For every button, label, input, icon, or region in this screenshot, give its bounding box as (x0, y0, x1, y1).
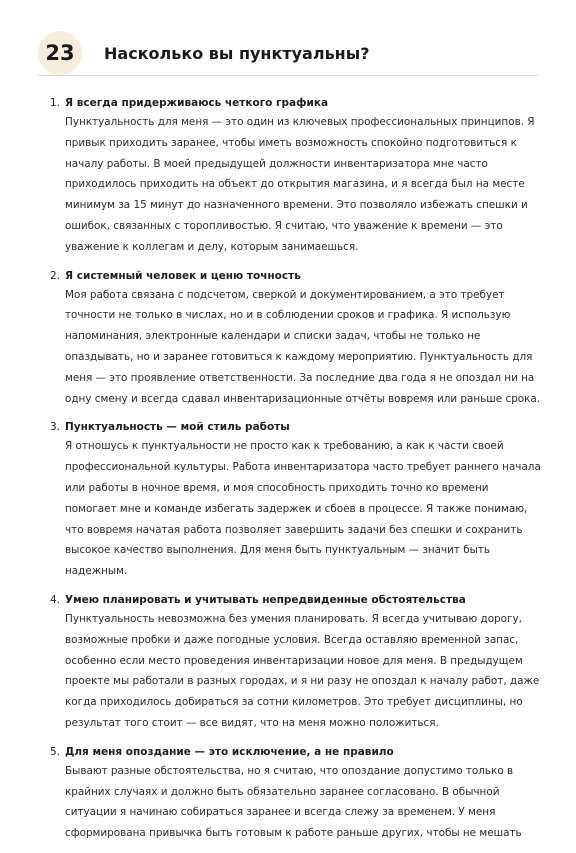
answer-number: 2. (50, 269, 61, 282)
answer-number: 3. (50, 421, 61, 434)
answer-body: Бывают разные обстоятельства, но я считаю, что опоздание допустимо только в крайних случаях и должно быть обязательно заранее согласовано. В обычной ситуации я начинаю собираться заранее и всегда слежу за временем. У меня сформирована привычка быть готовым к работе раньше других, чтобы не мешать (65, 764, 522, 840)
answer-body: Я отношусь к пунктуальности не просто как к требованию, а как к части своей профессиональной культуры. Работа инвентаризатора часто требует раннего начала или работы в ночное время, и моя способность приходить точно ко времени помогает мне и команде избегать задержек и сбоев в процессе. Я также понимаю, что вовремя начатая работа позволяет завершить задачи без спешки и сохранить высокое качество выполнения. Для меня быть пунктуальным — значит быть надежным. (65, 440, 541, 578)
answer-item-5 (50, 743, 542, 844)
answer-heading-text: Пунктуальность — мой стиль работы (65, 421, 290, 434)
answer-number: 1. (50, 97, 61, 109)
answer-body: Моя работа связана с подсчетом, сверкой и документированием, а это требует точности не только в числах, но и в соблюдении сроков и графика. Я использую напоминания, электронные календари и списки задач, чтобы не только не опаздывать, но и заранее готовиться к каждому мероприятию. Пунктуальность для меня — это проявление ответственности. За последние два года я не опоздал ни на одну смену и всегда сдавал инвентаризационные отчёты вовремя или раньше срока. (65, 288, 541, 405)
answer-number: 4. (50, 593, 61, 606)
answer-heading-text: Я системный человек и ценю точность (65, 269, 301, 282)
answer-list (50, 94, 542, 853)
answer-heading (50, 743, 542, 761)
answer-item-3 (50, 418, 542, 582)
page-header (38, 30, 538, 76)
answer-heading-text: Умею планировать и учитывать непредвиденные обстоятельства (65, 593, 466, 606)
answer-body: Пунктуальность для меня — это один из ключевых профессиональных принципов. Я привык приходить заранее, чтобы иметь возможность спокойно подготовиться к началу работы. В моей предыдущей должности инвентаризатора мне часто приходилось приходить на объект до открытия магазина, и я всегда был на месте минимум за 15 минут до назначенного времени. Это позволяло избежать спешки и ошибок, связанных с торопливостью. Я считаю, что уважение к времени — это уважение к коллегам и делу, которым занимаешься. (65, 116, 535, 253)
page-title: Насколько вы пунктуальны? (104, 43, 370, 63)
answer-item-1 (50, 94, 542, 258)
question-number-badge: 23 (38, 31, 82, 75)
answer-heading (50, 94, 542, 112)
answer-heading (50, 591, 542, 609)
answer-item-4 (50, 591, 542, 734)
answer-heading-text: Для меня опоздание — это исключение, а не правило (65, 745, 394, 758)
answer-body: Пунктуальность невозможна без умения планировать. Я всегда учитываю дорогу, возможные пробки и даже погодные условия. Всегда оставляю временной запас, особенно если место проведения инвентаризации новое для меня. В предыдущем проекте мы работали в разных городах, и я ни разу не опоздал к началу работ, даже когда приходилось добираться за сотни километров. Это требует дисциплины, но результат того стоит — все видят, что на меня можно положиться. (65, 612, 540, 729)
answer-heading (50, 418, 542, 436)
header-divider (38, 75, 538, 76)
answer-item-2 (50, 267, 542, 410)
answer-number: 5. (50, 745, 61, 758)
answer-heading (50, 267, 542, 285)
answer-heading-text: Я всегда придерживаюсь четкого графика (65, 97, 329, 109)
